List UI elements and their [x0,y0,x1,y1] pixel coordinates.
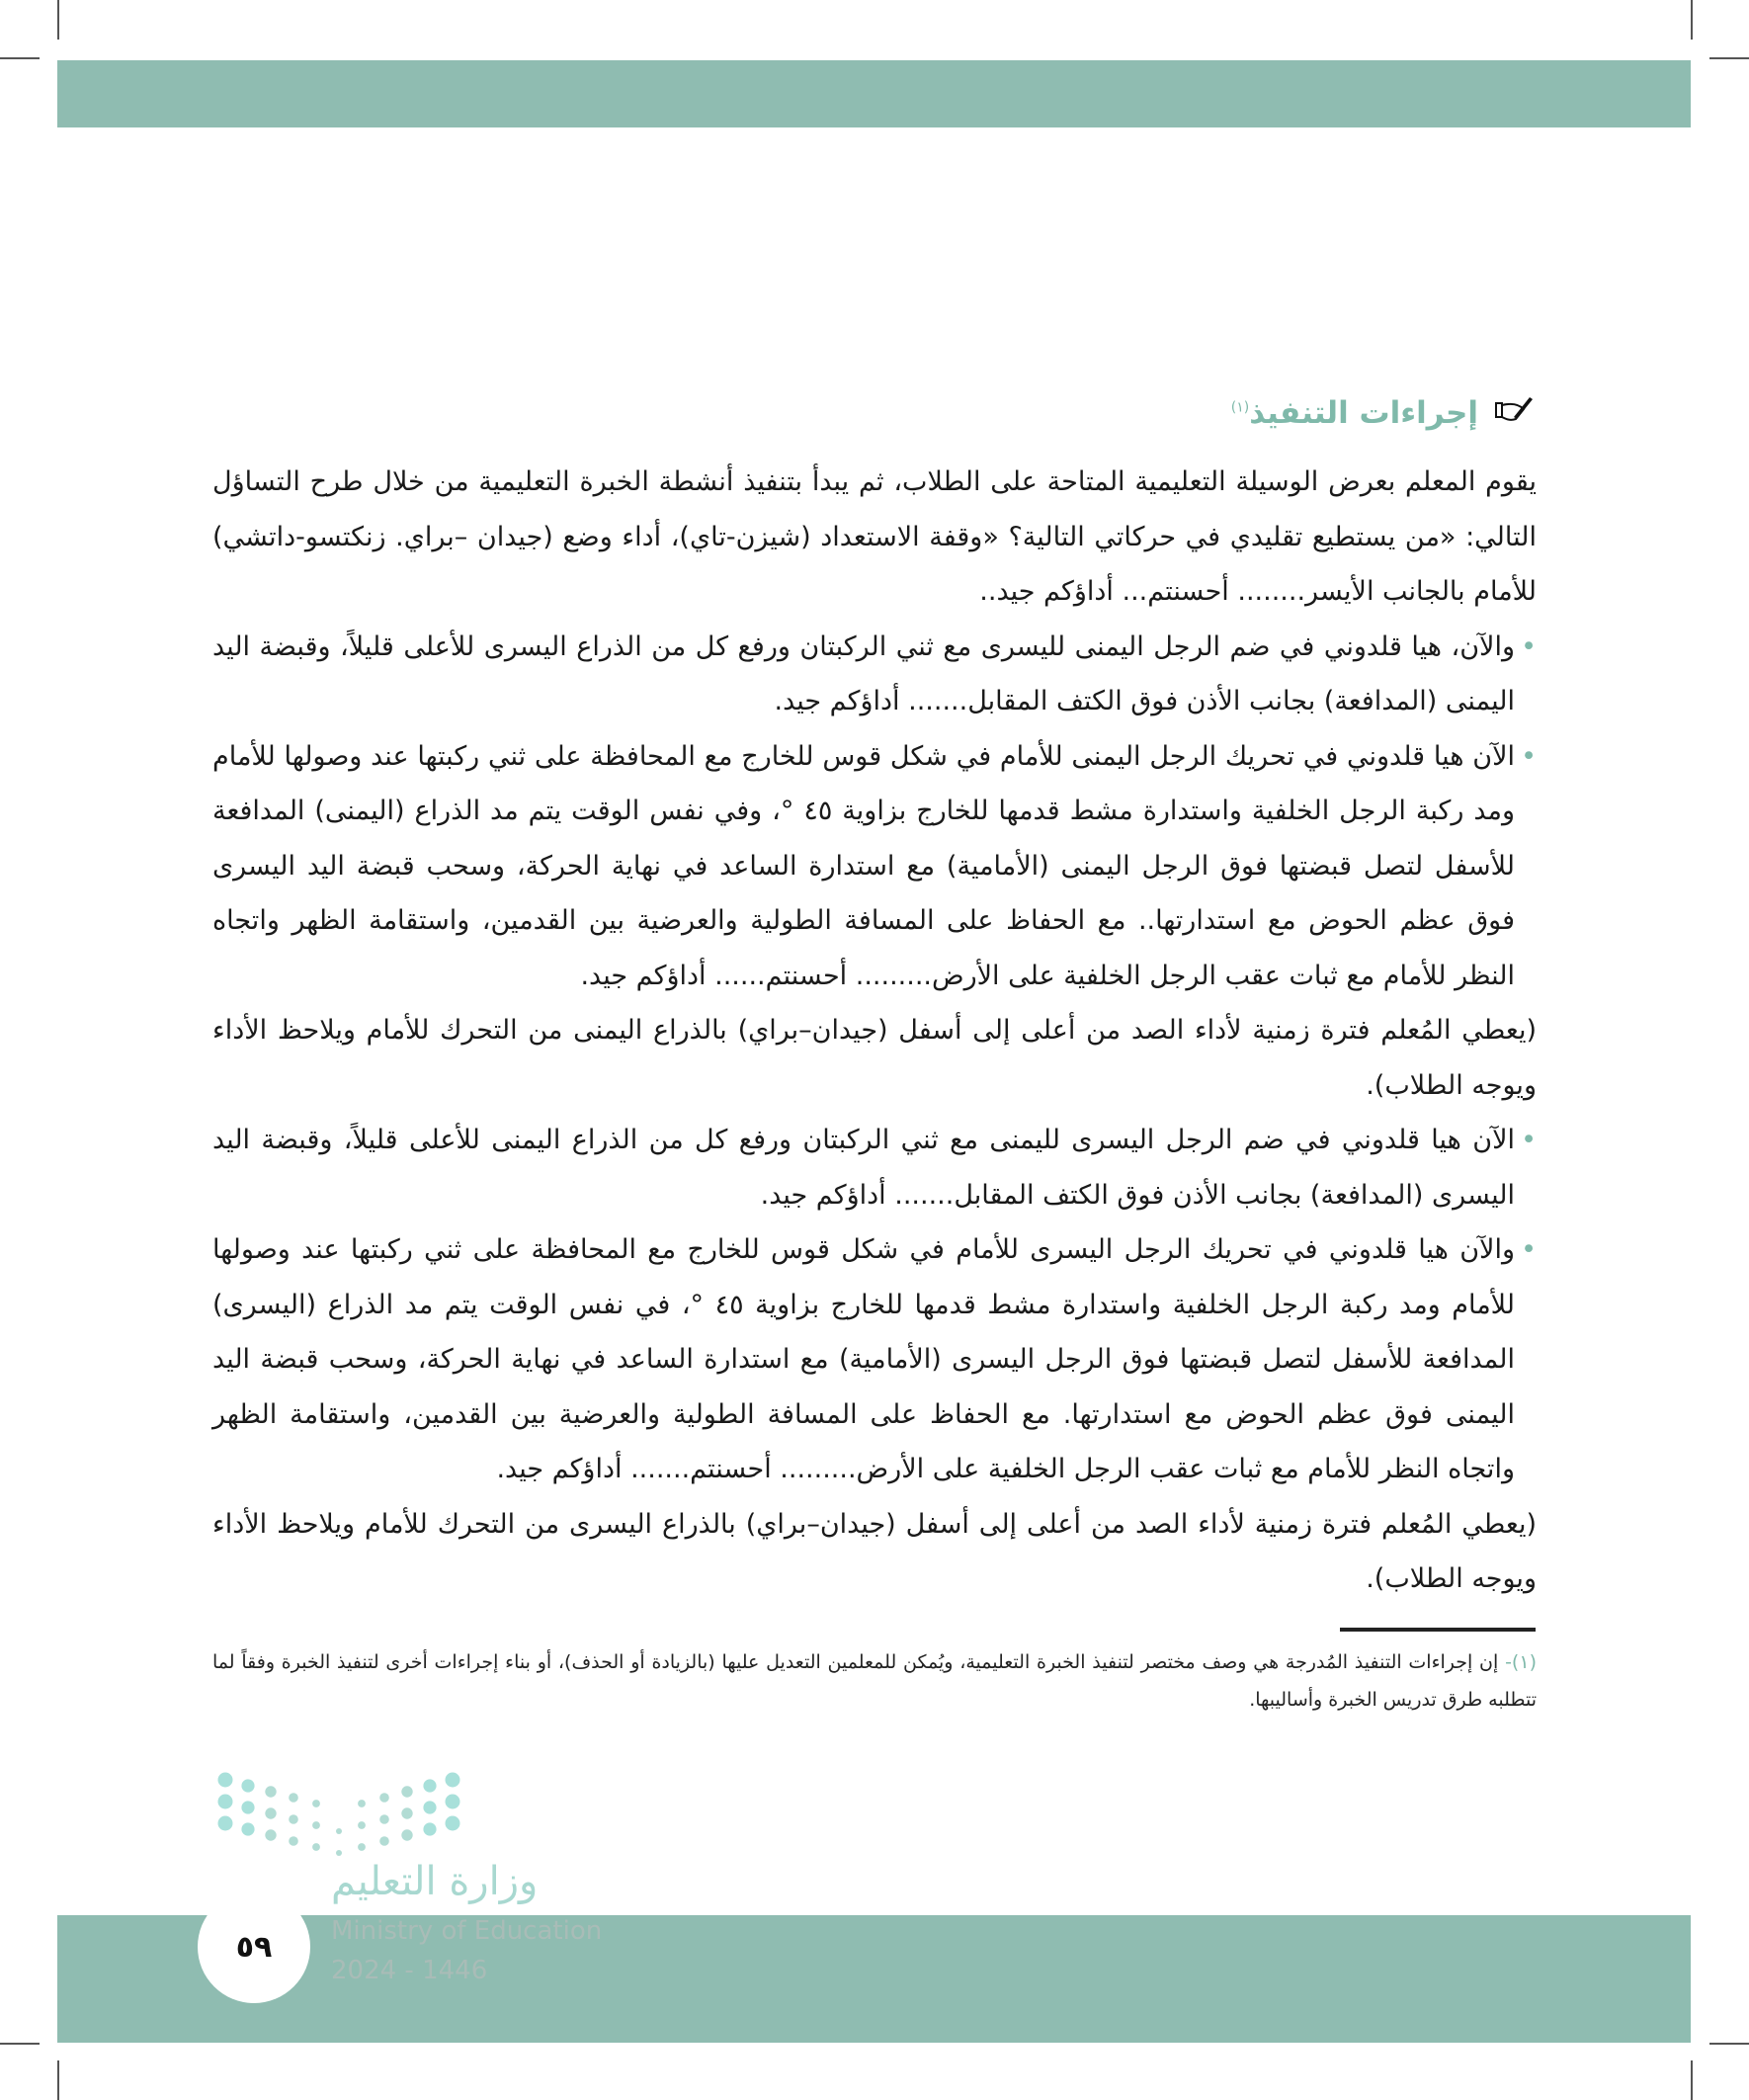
logo-dot [401,1807,412,1818]
logo-dot [446,1773,460,1788]
crop-mark [0,2043,40,2045]
paragraph: (يعطي المُعلم فترة زمنية لأداء الصد من أعلى إلى أسفل (جيدان–براي) بالذراع اليسرى من التحرك للأمام ويلاحظ الأداء ويوجه الطلاب). [212,1508,1537,1594]
logo-dot [446,1795,460,1809]
top-band [57,60,1691,127]
footnote-number: (١)- [1505,1651,1537,1673]
logo-year-text: 2024 - 1446 [331,1956,488,1985]
crop-mark [57,0,59,40]
logo-dot [379,1793,389,1803]
body-text [212,455,1537,1607]
bullet-item: • والآن هيا قلدوني في تحريك الرجل اليسرى للأمام في شكل قوس للخارج مع المحافظة على ثني ركبتها عند وصولها للأمام ومد ركبة الرجل الخلفية واستدارة مشط قدمها للخارج بزاوية ٤٥ °، في نفس الوقت يتم مد الذراع (اليسرى) المدافعة للأسفل لتصل قبضتها فوق الرجل اليسرى (الأمامية) مع استدارة الساعد في نهاية الحركة، وسحب قبضة اليد اليمنى فوق عظم الحوض مع استدارتها. مع الحفاظ على المسافة الطولية والعرضية بين القدمين، واستقامة الظهر واتجاه النظر للأمام مع ثبات عقب الرجل الخلفية على الأرض......... أحسنتم....... أداؤكم جيد. [212,1222,1537,1497]
crop-mark [0,57,40,59]
crop-mark [1691,0,1693,40]
logo-dot [423,1822,436,1835]
logo-dot [289,1814,298,1824]
logo-dot [336,1850,342,1856]
logo-dot [218,1795,233,1809]
logo-dot [241,1801,254,1813]
logo-dot [241,1779,254,1792]
logo-dot [312,1800,320,1807]
footnote-ref[interactable]: (١) [1230,399,1250,416]
crop-mark [1709,57,1749,59]
paragraph: (يعطي المُعلم فترة زمنية لأداء الصد من أعلى إلى أسفل (جيدان–براي) بالذراع اليمنى من التحرك للأمام ويلاحظ الأداء ويوجه الطلاب). [212,1015,1537,1101]
logo-dot [265,1807,276,1818]
crop-mark [1709,2043,1749,2045]
bullet-item: • الآن هيا قلدوني في ضم الرجل اليسرى لليمنى مع ثني الركبتان ورفع كل من الذراع اليمنى للأعلى قليلاً، وقبضة اليد اليسرى (المدافعة) بجانب الأذن فوق الكتف المقابل....... أداؤكم جيد. [212,1113,1537,1222]
logo-dot [401,1786,412,1797]
page-number: ٥٩ [198,1890,310,2003]
logo-dot [218,1816,233,1831]
footnote-text: إن إجراءات التنفيذ المُدرجة هي وصف مختصر لتنفيذ الخبرة التعليمية، ويُمكن للمعلمين التعديل عليها (بالزيادة أو الحذف)، أو بناء إجراءات أخرى لتنفيذ الخبرة وفقاً لما تتطلبه طرق تدريس الخبرة وأساليبها. [212,1651,1537,1711]
writing-hand-icon [1492,395,1534,431]
logo-dot [379,1836,389,1846]
bullet-item: • والآن، هيا قلدوني في ضم الرجل اليمنى لليسرى مع ثني الركبتان ورفع كل من الذراع اليسرى للأعلى قليلاً، وقبضة اليد اليمنى (المدافعة) بجانب الأذن فوق الكتف المقابل....... أداؤكم جيد. [212,620,1537,729]
section-heading [1231,395,1534,431]
logo-dot [289,1836,298,1846]
crop-mark [1691,2060,1693,2100]
ministry-logo-dots-icon [217,1772,464,1861]
logo-dot [218,1773,233,1788]
logo-dot [358,1843,366,1851]
logo-dot [289,1793,298,1803]
logo-dot [423,1779,436,1792]
logo-dot [312,1843,320,1851]
logo-dot [379,1814,389,1824]
logo-dot [401,1829,412,1840]
logo-dot [358,1821,366,1829]
paragraph: يقوم المعلم بعرض الوسيلة التعليمية المتاحة على الطلاب، ثم يبدأ بتنفيذ أنشطة الخبرة التعليمية من خلال طرح التساؤل التالي: «من يستطيع تقليدي في حركاتي التالية؟ «وقفة الاستعداد (شيزن-تاي)، أداء وضع (جيدان –براي. زنكتسو-داتشي) للأمام بالجانب الأيسر........ أحسنتم... أداؤكم جيد.. [212,466,1537,607]
logo-dot [446,1816,460,1831]
crop-mark [57,2060,59,2100]
logo-dot [423,1801,436,1813]
logo-dot [312,1821,320,1829]
logo-dot [336,1828,342,1834]
logo-dot [358,1800,366,1807]
logo-english-text: Ministry of Education [331,1916,603,1946]
bullet-item: • الآن هيا قلدوني في تحريك الرجل اليمنى للأمام في شكل قوس للخارج مع المحافظة على ثني ركبتها عند وصولها للأمام ومد ركبة الرجل الخلفية واستدارة مشط قدمها للخارج بزاوية ٤٥ °، وفي نفس الوقت يتم مد الذراع (اليمنى) المدافعة للأسفل لتصل قبضتها فوق الرجل اليمنى (الأمامية) مع استدارة الساعد في نهاية الحركة، وسحب قبضة اليد اليسرى فوق عظم الحوض مع استدارتها.. مع الحفاظ على المسافة الطولية والعرضية بين القدمين، واستقامة الظهر واتجاه النظر للأمام مع ثبات عقب الرجل الخلفية على الأرض......... أحسنتم...... أداؤكم جيد. [212,729,1537,1004]
footnote [212,1643,1537,1719]
footnote-divider [1340,1628,1536,1632]
logo-arabic-text: وزارة التعليم [331,1859,539,1904]
logo-dot [265,1786,276,1797]
logo-dot [265,1829,276,1840]
logo-dot [241,1822,254,1835]
heading-title: إجراءات التنفيذ$^{(١)}$ [1230,395,1478,431]
